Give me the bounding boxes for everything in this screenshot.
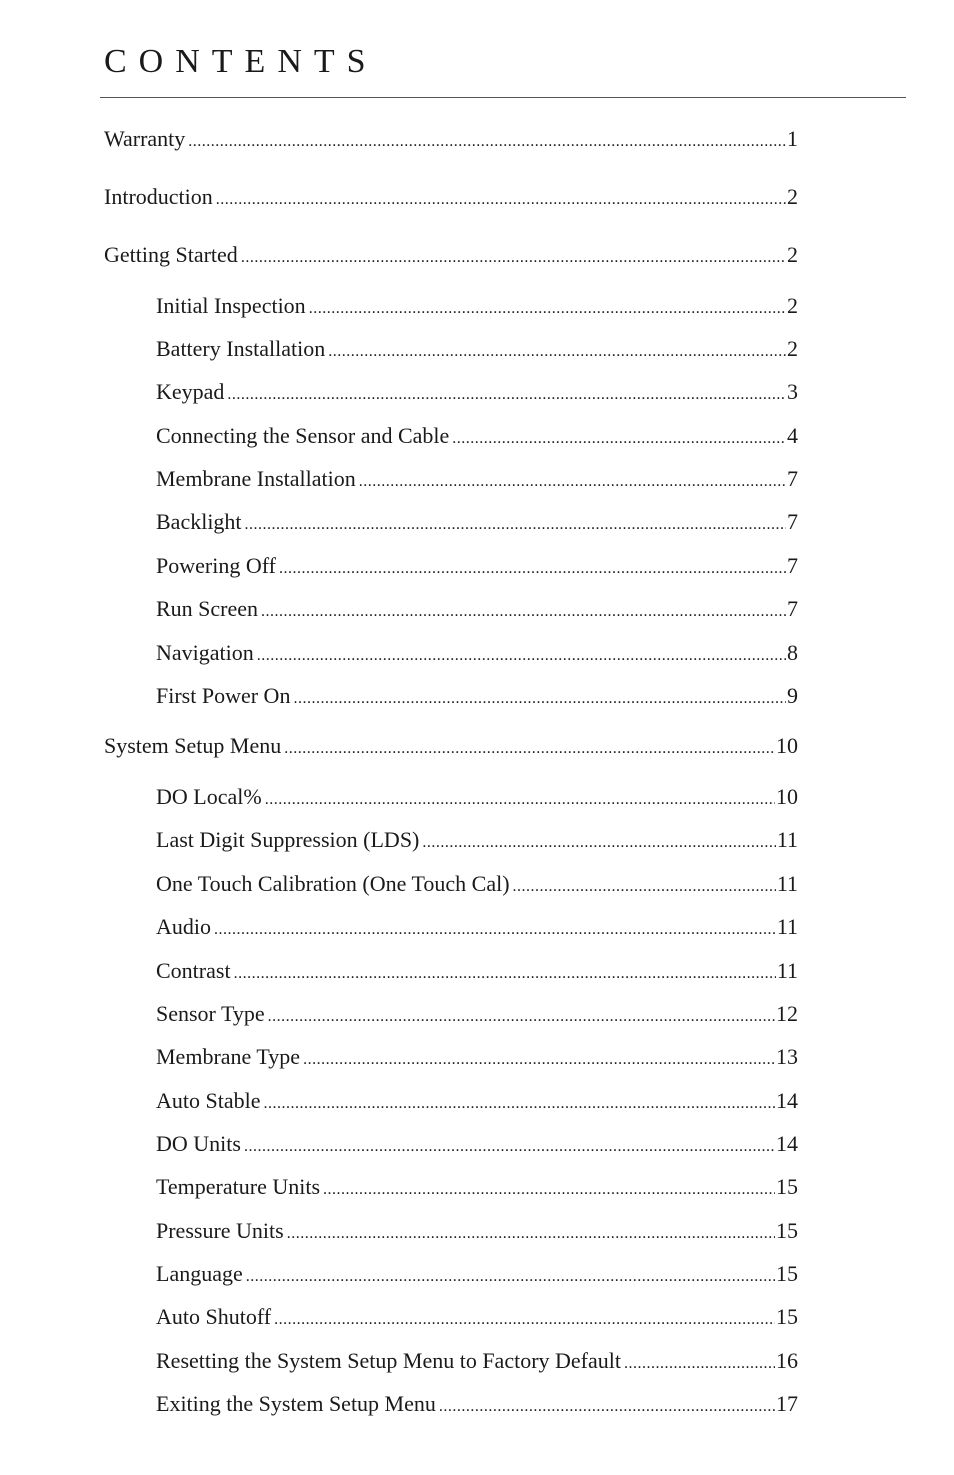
toc-entry-title: Run Screen bbox=[156, 596, 259, 621]
toc-leader-dots bbox=[214, 916, 776, 944]
toc-leader-dots bbox=[257, 642, 786, 670]
toc-entry-page: 14 bbox=[776, 1131, 798, 1156]
toc-leader-dots bbox=[513, 873, 776, 901]
toc-entry-title: Battery Installation bbox=[156, 336, 326, 361]
toc-entry-page: 16 bbox=[776, 1348, 798, 1373]
toc-entry[interactable] bbox=[156, 552, 798, 580]
toc-entry-title: Auto Stable bbox=[156, 1088, 261, 1113]
toc-entry[interactable] bbox=[156, 1390, 798, 1418]
toc-entry-page: 7 bbox=[787, 553, 798, 578]
toc-entry-title: Auto Shutoff bbox=[156, 1304, 272, 1329]
toc-entry[interactable] bbox=[156, 1173, 798, 1201]
toc-entry[interactable] bbox=[156, 1303, 798, 1331]
toc-leader-dots bbox=[227, 381, 786, 409]
toc-leader-dots bbox=[287, 1220, 775, 1248]
toc-entry[interactable] bbox=[156, 1000, 798, 1028]
toc-entry-title: One Touch Calibration (One Touch Cal) bbox=[156, 871, 510, 896]
toc-leader-dots bbox=[274, 1306, 775, 1334]
toc-entry[interactable] bbox=[156, 682, 798, 710]
toc-leader-dots bbox=[246, 1263, 775, 1291]
toc-entry[interactable] bbox=[156, 639, 798, 667]
toc-entry-title: Resetting the System Setup Menu to Factory Default bbox=[156, 1348, 621, 1373]
toc-entry-page: 15 bbox=[776, 1261, 798, 1286]
toc-entry-page: 15 bbox=[776, 1218, 798, 1243]
toc-entry[interactable] bbox=[156, 292, 798, 320]
toc-entry-title: Pressure Units bbox=[156, 1218, 284, 1243]
toc-entry-title: Exiting the System Setup Menu bbox=[156, 1391, 436, 1416]
toc-leader-dots bbox=[268, 1003, 775, 1031]
toc-entry-title: Keypad bbox=[156, 379, 225, 404]
toc-leader-dots bbox=[359, 468, 786, 496]
toc-entry[interactable] bbox=[156, 1347, 798, 1375]
toc-entry-page: 15 bbox=[776, 1304, 798, 1329]
toc-entry-page: 10 bbox=[776, 784, 798, 809]
toc-entry-title: Temperature Units bbox=[156, 1174, 321, 1199]
toc-entry-title: System Setup Menu bbox=[104, 733, 282, 758]
toc-entry-page: 9 bbox=[787, 683, 798, 708]
toc-leader-dots bbox=[245, 511, 786, 539]
toc-entry[interactable] bbox=[104, 183, 798, 211]
toc-entry-page: 11 bbox=[776, 958, 798, 983]
toc-leader-dots bbox=[284, 735, 775, 763]
toc-entry-title: Getting Started bbox=[104, 242, 238, 267]
toc-entry[interactable] bbox=[156, 465, 798, 493]
toc-leader-dots bbox=[422, 829, 775, 857]
toc-entry[interactable] bbox=[156, 1130, 798, 1158]
toc-leader-dots bbox=[265, 786, 775, 814]
toc-leader-dots bbox=[303, 1046, 775, 1074]
toc-entry-page: 2 bbox=[787, 184, 798, 209]
toc-leader-dots bbox=[279, 555, 786, 583]
toc-entry-title: Sensor Type bbox=[156, 1001, 265, 1026]
toc-leader-dots bbox=[261, 598, 786, 626]
toc-entry-page: 7 bbox=[787, 509, 798, 534]
toc-entry-page: 2 bbox=[787, 336, 798, 361]
toc-entry-page: 14 bbox=[776, 1088, 798, 1113]
toc-leader-dots bbox=[439, 1393, 775, 1421]
toc-entry-title: Audio bbox=[156, 914, 211, 939]
toc-entry-title: Initial Inspection bbox=[156, 293, 306, 318]
toc-leader-dots bbox=[293, 685, 786, 713]
toc-entry-title: Contrast bbox=[156, 958, 231, 983]
toc-entry[interactable] bbox=[156, 1043, 798, 1071]
toc-entry-page: 8 bbox=[787, 640, 798, 665]
toc-entry-page: 11 bbox=[776, 914, 798, 939]
page-title: CONTENTS bbox=[104, 43, 378, 80]
toc-entry[interactable] bbox=[156, 870, 798, 898]
toc-entry-page: 2 bbox=[787, 242, 798, 267]
toc-entry-title: Language bbox=[156, 1261, 243, 1286]
toc-entry-title: Connecting the Sensor and Cable bbox=[156, 423, 450, 448]
toc-entry[interactable] bbox=[156, 826, 798, 854]
toc-entry-title: DO Units bbox=[156, 1131, 241, 1156]
toc-entry[interactable] bbox=[156, 783, 798, 811]
toc-entry-title: Powering Off bbox=[156, 553, 276, 578]
toc-leader-dots bbox=[241, 244, 786, 272]
toc-entry[interactable] bbox=[156, 335, 798, 363]
toc-entry-page: 4 bbox=[787, 423, 798, 448]
toc-entry[interactable] bbox=[104, 241, 798, 269]
toc-entry-title: Introduction bbox=[104, 184, 213, 209]
toc-entry[interactable] bbox=[104, 125, 798, 153]
toc-entry[interactable] bbox=[156, 913, 798, 941]
toc-leader-dots bbox=[309, 295, 786, 323]
toc-leader-dots bbox=[188, 128, 786, 156]
toc-leader-dots bbox=[264, 1090, 776, 1118]
toc-entry-title: Backlight bbox=[156, 509, 242, 534]
toc-entry[interactable] bbox=[156, 1087, 798, 1115]
toc-leader-dots bbox=[244, 1133, 775, 1161]
toc-entry-title: First Power On bbox=[156, 683, 291, 708]
toc-leader-dots bbox=[328, 338, 786, 366]
toc-entry-page: 15 bbox=[776, 1174, 798, 1199]
toc-entry-page: 11 bbox=[776, 871, 798, 896]
toc-entry-page: 7 bbox=[787, 596, 798, 621]
toc-entry-title: Warranty bbox=[104, 126, 186, 151]
toc-entry-title: DO Local% bbox=[156, 784, 262, 809]
toc-leader-dots bbox=[234, 960, 776, 988]
toc-entry-page: 1 bbox=[787, 126, 798, 151]
toc-leader-dots bbox=[624, 1350, 775, 1378]
toc-entry[interactable] bbox=[156, 422, 798, 450]
toc-entry-page: 7 bbox=[787, 466, 798, 491]
toc-entry-title: Membrane Type bbox=[156, 1044, 301, 1069]
toc-entry-title: Navigation bbox=[156, 640, 254, 665]
toc-entry[interactable] bbox=[156, 1217, 798, 1245]
toc-entry[interactable] bbox=[104, 732, 798, 760]
toc-entry[interactable] bbox=[156, 957, 798, 985]
toc-entry-title: Membrane Installation bbox=[156, 466, 356, 491]
toc-leader-dots bbox=[216, 186, 786, 214]
toc-entry-title: Last Digit Suppression (LDS) bbox=[156, 827, 420, 852]
toc-entry-page: 17 bbox=[776, 1391, 798, 1416]
toc-entry-page: 13 bbox=[776, 1044, 798, 1069]
toc-entry-page: 3 bbox=[787, 379, 798, 404]
toc-entry-page: 11 bbox=[776, 827, 798, 852]
toc-leader-dots bbox=[323, 1176, 775, 1204]
toc-entry[interactable] bbox=[156, 378, 798, 406]
toc-entry-page: 12 bbox=[776, 1001, 798, 1026]
toc-entry-page: 2 bbox=[787, 293, 798, 318]
toc-entry[interactable] bbox=[156, 508, 798, 536]
toc-entry[interactable] bbox=[156, 595, 798, 623]
toc-leader-dots bbox=[452, 425, 786, 453]
toc-entry-page: 10 bbox=[776, 733, 798, 758]
toc-entry[interactable] bbox=[156, 1260, 798, 1288]
